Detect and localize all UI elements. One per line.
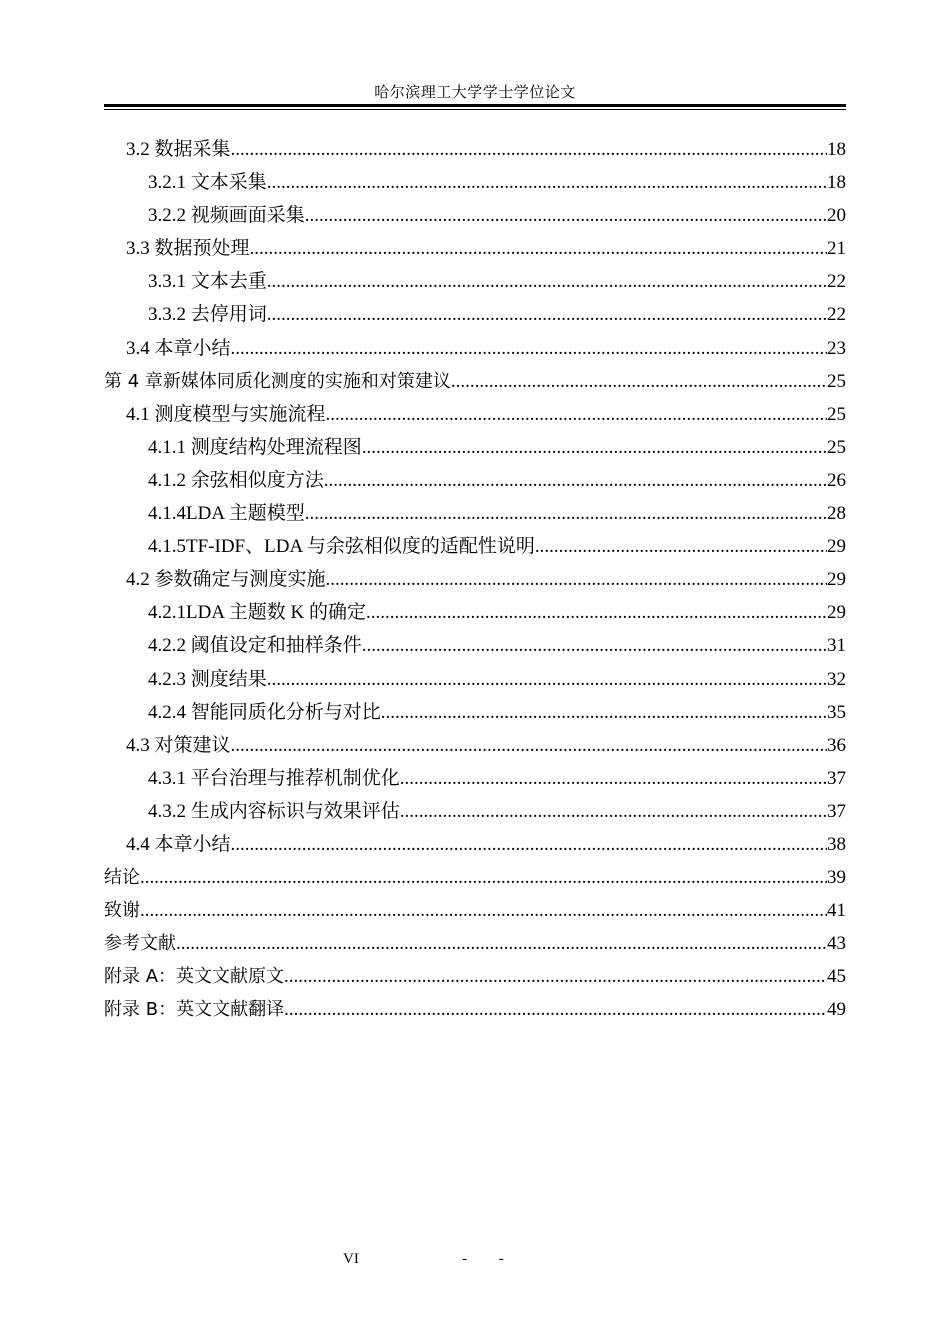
toc-entry[interactable] [104, 566, 846, 599]
toc-entry-page: 20 [827, 205, 846, 227]
toc-entry-title: 第 4 章新媒体同质化测度的实施和对策建议 [104, 370, 451, 392]
toc-entry-page: 49 [827, 999, 846, 1021]
toc-entry-page: 39 [827, 867, 846, 889]
toc-entry[interactable] [104, 963, 846, 996]
toc-entry-page: 21 [827, 238, 846, 260]
toc-entry-title: 4.1.1 测度结构处理流程图 [148, 436, 362, 458]
toc-entry-title: 附录 A：英文文献原文 [104, 966, 285, 988]
toc-entry-page: 25 [827, 370, 846, 392]
toc-entry-title: 3.4 本章小结 [126, 337, 231, 359]
toc-entry-page: 29 [827, 536, 846, 558]
toc-dot-leader [305, 202, 827, 230]
toc-entry[interactable] [104, 169, 846, 202]
toc-entry-title: 4.2 参数确定与测度实施 [126, 569, 326, 591]
toc-entry-title: 3.2 数据采集 [126, 139, 231, 160]
toc-entry-page: 38 [827, 833, 846, 855]
footer-marks: - - [462, 1251, 518, 1267]
toc-dot-leader [326, 401, 827, 429]
page-header-title: 哈尔滨理工大学学士学位论文 [374, 85, 576, 101]
toc-dot-leader [324, 467, 827, 495]
toc-entry-title: 致谢 [104, 900, 140, 922]
toc-entry-title: 4.1.2 余弦相似度方法 [148, 469, 324, 491]
toc-dot-leader [366, 599, 827, 627]
toc-entry-title: 4.4 本章小结 [126, 833, 231, 855]
toc-entry[interactable] [104, 368, 846, 401]
toc-entry-title: 结论 [104, 867, 140, 889]
toc-entry[interactable] [104, 268, 846, 301]
toc-dot-leader [362, 632, 827, 660]
toc-dot-leader [305, 500, 827, 528]
toc-entry-page: 18 [827, 139, 846, 160]
toc-dot-leader [267, 169, 827, 197]
toc-entry[interactable] [104, 996, 846, 1029]
toc-entry-page: 31 [827, 635, 846, 657]
table-of-contents [104, 136, 846, 1030]
toc-entry[interactable] [104, 666, 846, 699]
toc-entry[interactable] [104, 533, 846, 566]
toc-entry[interactable] [104, 467, 846, 500]
toc-entry-title: 4.1.5TF-IDF、LDA 与余弦相似度的适配性说明 [148, 536, 535, 558]
toc-entry-title: 3.3.2 去停用词 [148, 304, 267, 326]
toc-entry-title: 附录 B：英文文献翻译 [104, 999, 285, 1021]
toc-dot-leader [231, 831, 827, 859]
toc-entry-page: 18 [827, 172, 846, 194]
toc-dot-leader [381, 699, 827, 727]
toc-dot-leader [362, 434, 827, 462]
toc-entry-title: 4.3.2 生成内容标识与效果评估 [148, 800, 400, 822]
toc-entry-title: 4.2.2 阈值设定和抽样条件 [148, 635, 362, 657]
toc-entry[interactable] [104, 202, 846, 235]
toc-entry[interactable] [104, 599, 846, 632]
toc-dot-leader [284, 996, 827, 1024]
toc-entry-title: 4.1 测度模型与实施流程 [126, 403, 326, 425]
toc-entry[interactable] [104, 798, 846, 831]
toc-entry-title: 3.2.2 视频画面采集 [148, 205, 305, 227]
toc-entry[interactable] [104, 831, 846, 864]
toc-dot-leader [326, 566, 827, 594]
toc-entry-title: 4.2.1LDA 主题数 K 的确定 [148, 602, 366, 624]
toc-entry-title: 3.3 数据预处理 [126, 238, 250, 260]
toc-entry-title: 4.2.4 智能同质化分析与对比 [148, 701, 381, 723]
toc-dot-leader [176, 930, 827, 958]
toc-entry[interactable] [104, 897, 846, 930]
toc-dot-leader [231, 136, 827, 164]
toc-dot-leader [140, 897, 827, 925]
toc-entry-title: 4.2.3 测度结果 [148, 668, 267, 690]
toc-entry-page: 25 [827, 436, 846, 458]
toc-entry[interactable] [104, 632, 846, 665]
toc-entry[interactable] [104, 765, 846, 798]
toc-entry-title: 4.3.1 平台治理与推荐机制优化 [148, 767, 400, 789]
toc-entry-title: 参考文献 [104, 933, 176, 955]
toc-dot-leader [267, 268, 827, 296]
toc-entry-title: 4.3 对策建议 [126, 734, 231, 756]
toc-entry-page: 29 [827, 602, 846, 624]
footer-page-number: VI [343, 1251, 359, 1267]
toc-entry[interactable] [104, 930, 846, 963]
toc-entry-page: 35 [827, 701, 846, 723]
toc-entry-page: 45 [827, 966, 846, 988]
toc-entry[interactable] [104, 434, 846, 467]
toc-entry[interactable] [104, 301, 846, 334]
toc-dot-leader [535, 533, 827, 561]
toc-entry-title: 4.1.4LDA 主题模型 [148, 503, 305, 525]
toc-entry-page: 28 [827, 503, 846, 525]
toc-entry-title: 3.2.1 文本采集 [148, 172, 267, 194]
toc-entry-page: 23 [827, 337, 846, 359]
toc-dot-leader [231, 732, 827, 760]
toc-dot-leader [267, 301, 827, 329]
toc-dot-leader [400, 765, 827, 793]
header-rule-thin [104, 109, 846, 110]
toc-entry-page: 36 [827, 734, 846, 756]
toc-entry[interactable] [104, 335, 846, 368]
toc-entry-page: 43 [827, 933, 846, 955]
toc-entry-page: 37 [827, 767, 846, 789]
toc-dot-leader [267, 666, 827, 694]
toc-dot-leader [451, 368, 827, 396]
toc-entry[interactable] [104, 401, 846, 434]
toc-entry[interactable] [104, 732, 846, 765]
toc-entry-page: 22 [827, 271, 846, 293]
toc-dot-leader [284, 963, 827, 991]
toc-entry-page: 32 [827, 668, 846, 690]
toc-entry-page: 37 [827, 800, 846, 822]
toc-entry-page: 29 [827, 569, 846, 591]
toc-entry-page: 41 [827, 900, 846, 922]
toc-entry-page: 25 [827, 403, 846, 425]
toc-entry[interactable] [104, 864, 846, 897]
toc-entry[interactable] [104, 136, 846, 169]
toc-entry[interactable] [104, 235, 846, 268]
toc-dot-leader [400, 798, 827, 826]
toc-entry-page: 22 [827, 304, 846, 326]
toc-entry-page: 26 [827, 469, 846, 491]
toc-entry[interactable] [104, 699, 846, 732]
toc-entry[interactable] [104, 500, 846, 533]
toc-dot-leader [250, 235, 827, 263]
toc-dot-leader [140, 864, 827, 892]
header-rule-thick [104, 104, 846, 107]
toc-entry-title: 3.3.1 文本去重 [148, 271, 267, 293]
toc-dot-leader [231, 335, 827, 363]
